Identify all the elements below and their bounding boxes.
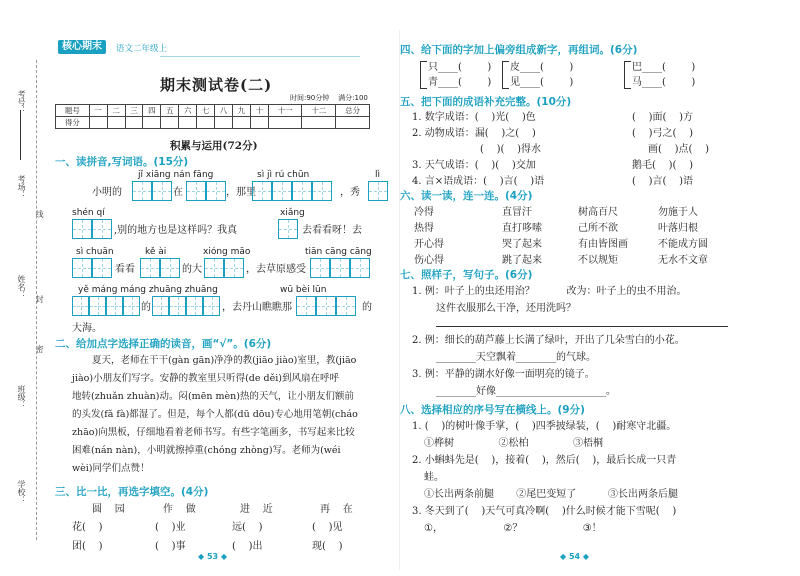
score-cell[interactable] xyxy=(107,117,125,129)
tianzige xyxy=(89,296,106,316)
sentence-line: 2. 例：细长的葫芦藤上长满了绿叶，开出了几朵雪白的小花。 xyxy=(412,335,685,346)
match-b: 直打哆嗦 xyxy=(502,223,542,234)
tianzige xyxy=(296,296,316,316)
passage-line: 地转(zhuǎn zhuàn)动。闷(mēn mèn)热的天气，让小朋友们额前 xyxy=(72,391,354,402)
score-header-cell: 总分 xyxy=(336,105,370,117)
xian-label: 线 xyxy=(35,210,44,218)
tianzige xyxy=(169,296,186,316)
score-header-cell: 三 xyxy=(125,105,143,117)
idiom-line: ( )( )得水 xyxy=(480,144,542,155)
page-number-left: ◆ 53 ◆ xyxy=(198,552,228,561)
tianzige xyxy=(350,258,370,278)
mi-label: 密 xyxy=(35,345,44,353)
choice-line: 1. ( )的树叶像手掌，( )四季披绿装，( )耐寒守北疆。 xyxy=(412,421,677,432)
score-header-cell: 一 xyxy=(89,105,107,117)
score-cell[interactable] xyxy=(268,117,302,129)
choice-line: ①桦树 ②松柏 ③梧桐 xyxy=(424,438,604,449)
kaochang-label: 考场： xyxy=(17,175,26,199)
tianzige xyxy=(72,258,92,278)
score-cell[interactable] xyxy=(161,117,179,129)
pinyin: lì xyxy=(375,170,381,180)
radical-blank: 皮____( ) xyxy=(510,62,574,73)
score-header-cell: 九 xyxy=(232,105,250,117)
bracket-mid xyxy=(502,61,509,89)
score-table xyxy=(55,104,370,129)
sentence-line: ________天空飘着________的气球。 xyxy=(436,352,596,363)
choice-line: ①， ②？ ③！ xyxy=(424,523,602,534)
section-5-title: 五、把下面的成语补充完整。(10分) xyxy=(400,96,572,108)
pinyin: jǐ xiāng nán fāng xyxy=(138,170,214,180)
passage-line: 困难(nán nàn)，小明就擦掉重(chóng zhòng)写。老师为(wéi xyxy=(72,445,341,456)
radical-blank: 马____( ) xyxy=(632,77,696,88)
score-header-cell: 题号 xyxy=(56,105,90,117)
score-cell[interactable] xyxy=(197,117,215,129)
choice-line: ①长出两条前腿 ②尾巴变短了 ③长出两条后腿 xyxy=(424,489,679,500)
score-cell[interactable] xyxy=(336,117,370,129)
score-header-cell: 十 xyxy=(250,105,268,117)
match-a: 冷得 xyxy=(414,207,434,218)
match-c: 己所不欲 xyxy=(578,223,618,234)
char-pair: 再 在 xyxy=(320,504,353,515)
score-header-cell: 五 xyxy=(161,105,179,117)
section-2-title: 二、给加点字选择正确的读音，画“√”。(6分) xyxy=(55,338,272,350)
bracket-right xyxy=(624,61,631,89)
radical-blank: 青____( ) xyxy=(428,77,492,88)
tianzige xyxy=(106,296,123,316)
tianzige xyxy=(336,296,356,316)
tianzige xyxy=(204,258,224,278)
xuexiao-label: 学校： xyxy=(17,480,26,504)
match-b: 直冒汗 xyxy=(502,207,532,218)
tianzige xyxy=(252,181,272,201)
brand-badge: 核心期末 xyxy=(58,40,106,54)
fill-blank: 远( ) xyxy=(232,522,263,533)
match-b: 跳了起来 xyxy=(502,255,542,266)
score-cell[interactable] xyxy=(89,117,107,129)
tianzige xyxy=(272,181,292,201)
grade-label: 语文二年级上 xyxy=(116,44,168,54)
tianzige xyxy=(312,181,332,201)
section-1-title: 一、读拼音,写词语。(15分) xyxy=(55,156,189,168)
match-a: 开心得 xyxy=(414,239,444,250)
score-header-cell: 二 xyxy=(107,105,125,117)
left-page xyxy=(0,0,398,576)
pinyin: sì jì rú chūn xyxy=(257,170,310,180)
tianzige xyxy=(186,296,203,316)
idiom-line: 画( )点( ) xyxy=(648,144,710,155)
section-6-title: 六、读一读，连一连。(4分) xyxy=(400,190,533,202)
char-pair: 进 近 xyxy=(240,504,273,515)
tianzige xyxy=(310,258,330,278)
score-header-cell: 六 xyxy=(179,105,197,117)
tianzige xyxy=(368,181,388,201)
bracket-left xyxy=(420,61,427,89)
fill-text: 在 xyxy=(173,187,183,198)
match-b: 哭了起来 xyxy=(502,239,542,250)
idiom-line: 2. 动物成语：漏( )之( ) xyxy=(412,128,536,139)
header-rule xyxy=(160,56,360,57)
char-pair: 作 做 xyxy=(163,504,196,515)
tianzige xyxy=(72,219,92,239)
tianzige xyxy=(224,258,244,278)
idiom-line: 1. 数字成语：( )光( )色 xyxy=(412,112,536,123)
passage-line: 夏天，老师在干干(gàn gān)净净的教(jiāo jiào)室里，教(jiāo xyxy=(92,355,357,366)
tianzige xyxy=(203,296,220,316)
fill-blank: ( )事 xyxy=(155,541,186,552)
fill-text: ，去丹山瞧瞧那 xyxy=(222,302,292,313)
fill-text: ，秀 xyxy=(340,187,360,198)
sentence-line: 这件衣服那么干净，还用洗吗？ xyxy=(436,303,576,314)
score-header-cell: 四 xyxy=(143,105,161,117)
fill-text: 的 xyxy=(141,302,151,313)
choice-line: 2. 小蝌蚪先是( )，接着( )，然后( )，最后长成一只青 xyxy=(412,455,677,466)
fill-blank: ( )出 xyxy=(232,541,263,552)
tianzige xyxy=(92,258,112,278)
right-page xyxy=(400,0,800,576)
sentence-line: 1. 例：叶子上的虫还用治？ 改为：叶子上的虫不用治。 xyxy=(412,286,687,297)
idiom-line: ( )弓之( ) xyxy=(632,128,694,139)
xingming-label: 姓名： xyxy=(17,275,26,299)
pinyin: yě máng máng zhuāng zhuāng xyxy=(78,285,218,295)
tianzige xyxy=(72,296,89,316)
tianzige xyxy=(140,258,160,278)
feng-label: 封 xyxy=(35,295,44,303)
score-row-label: 得分 xyxy=(56,117,90,129)
passage-line: jiào)小朋友们写字。安静的教室里只听得(de děi)到风扇在呼呼 xyxy=(72,373,339,384)
score-cell[interactable] xyxy=(232,117,250,129)
fill-blank: 现( ) xyxy=(312,541,343,552)
score-cell[interactable] xyxy=(215,117,233,129)
score-cell[interactable] xyxy=(125,117,143,129)
score-header-cell: 十二 xyxy=(302,105,336,117)
score-header-cell: 十一 xyxy=(268,105,302,117)
section-4-title: 四、给下面的字加上偏旁组成新字，再组词。(6分) xyxy=(400,44,638,56)
fill-blank: 花( ) xyxy=(72,522,103,533)
radical-blank: 巴____( ) xyxy=(632,62,696,73)
match-a: 伤心得 xyxy=(414,255,444,266)
pinyin: tiān cāng cāng xyxy=(305,247,372,257)
fill-text: 去看看呀！去 xyxy=(302,225,362,236)
score-cell[interactable] xyxy=(250,117,268,129)
pinyin: xióng māo xyxy=(203,247,251,257)
idiom-line: 3. 天气成语：( )( )交加 xyxy=(412,160,536,171)
tianzige xyxy=(123,296,140,316)
tianzige xyxy=(206,181,226,201)
kaohao-label: 考号： xyxy=(17,90,26,114)
fill-text: 的大 xyxy=(182,264,202,275)
match-d: 勿施于人 xyxy=(658,207,698,218)
tianzige xyxy=(152,296,169,316)
choice-line: 蛙。 xyxy=(424,472,444,483)
radical-blank: 只____( ) xyxy=(428,62,492,73)
score-header-cell: 八 xyxy=(215,105,233,117)
tianzige xyxy=(186,181,206,201)
pinyin: sì chuān xyxy=(76,247,114,257)
fill-text: ，去草原感受 xyxy=(246,264,306,275)
tianzige xyxy=(132,181,152,201)
fill-text: 看看 xyxy=(115,264,135,275)
exam-meta: 时间:90分钟 满分:100 xyxy=(290,94,368,102)
score-cell[interactable] xyxy=(179,117,197,129)
score-header-cell: 七 xyxy=(197,105,215,117)
tianzige xyxy=(292,181,312,201)
passage-line: wèi)同学们点赞！ xyxy=(72,463,150,474)
pinyin: shén qí xyxy=(72,208,105,218)
binding-strip xyxy=(0,0,46,576)
match-d: 叶落归根 xyxy=(658,223,698,234)
fill-text: 的 xyxy=(362,302,372,313)
sentence-line: ________好像______________________。 xyxy=(436,386,616,397)
fill-blank: ( )见 xyxy=(312,522,343,533)
choice-line: 3. 冬天到了( )天气可真冷啊( )什么时候才能下雪呢( ) xyxy=(412,506,677,517)
match-c: 有由皆图画 xyxy=(578,239,628,250)
idiom-line: 4. 言×语成语：( )言( )语 xyxy=(412,176,545,187)
passage-line: 的头发(fǎ fà)都湿了。但是，每个人都(dū dōu)专心地用笔朝(cháo xyxy=(72,409,358,420)
banji-label: 班级： xyxy=(17,385,26,409)
part-title: 积累与运用(72分) xyxy=(170,140,258,152)
fill-text: 大海。 xyxy=(72,323,102,334)
section-7-title: 七、照样子，写句子。(6分) xyxy=(400,269,533,281)
tianzige xyxy=(330,258,350,278)
pinyin: xiǎng xyxy=(280,208,305,218)
page-number-right: ◆ 54 ◆ xyxy=(560,552,590,561)
page-title: 期末测试卷(二) xyxy=(160,76,273,94)
pinyin: kě ài xyxy=(145,247,167,257)
match-a: 热得 xyxy=(414,223,434,234)
sentence-line: 3. 例：平静的湖水好像一面明亮的镜子。 xyxy=(412,369,595,380)
match-c: 不以规矩 xyxy=(578,255,618,266)
tianzige xyxy=(160,258,180,278)
fill-blank: ( )业 xyxy=(155,522,186,533)
radical-blank: 见____( ) xyxy=(510,77,574,88)
fill-blank: 团( ) xyxy=(72,541,103,552)
score-cell[interactable] xyxy=(302,117,336,129)
tianzige xyxy=(152,181,172,201)
score-cell[interactable] xyxy=(143,117,161,129)
idiom-line: 鹅毛( )( ) xyxy=(632,160,694,171)
idiom-line: ( )言( )语 xyxy=(632,176,694,187)
answer-line xyxy=(436,326,728,327)
char-pair: 圆 园 xyxy=(92,504,125,515)
fill-text: ,别的地方也是这样吗？我真 xyxy=(114,225,238,236)
match-d: 不能成方圆 xyxy=(658,239,708,250)
fill-text: 小明的 xyxy=(92,187,122,198)
passage-line: zhāo)向黑板，仔细地看着老师书写。有些字笔画多，书写起来比较 xyxy=(72,427,355,438)
tianzige xyxy=(92,219,112,239)
fill-text: ，那里 xyxy=(226,187,256,198)
match-d: 无水不文章 xyxy=(658,255,708,266)
pinyin: wū bèi lūn xyxy=(280,285,327,295)
match-c: 树高百尺 xyxy=(578,207,618,218)
section-8-title: 八、选择相应的序号写在横线上。(9分) xyxy=(400,404,585,416)
section-3-title: 三、比一比，再选字填空。(4分) xyxy=(55,486,209,498)
idiom-line: ( )面( )方 xyxy=(632,112,694,123)
tianzige xyxy=(278,219,298,239)
tianzige xyxy=(316,296,336,316)
